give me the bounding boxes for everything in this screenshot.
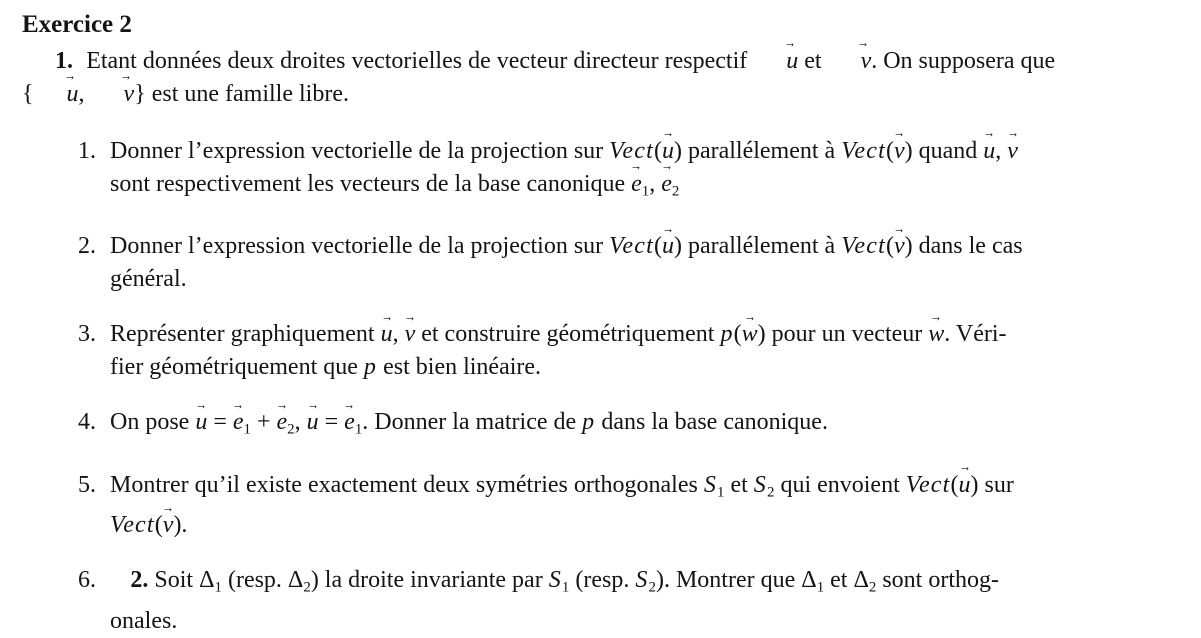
list-item — [78, 564, 1191, 637]
text-run: est bien linéaire. — [377, 354, 542, 381]
math-italic: p — [582, 409, 596, 436]
math-vector: w → — [742, 318, 758, 351]
text-run: , — [78, 81, 91, 107]
text-run: ( — [885, 138, 894, 164]
math-subscript: 2 — [287, 421, 295, 438]
item-text — [110, 469, 1191, 542]
text-run: . Donner la matrice de — [362, 409, 583, 436]
math-italic: Vect — [609, 138, 654, 164]
item-text — [110, 230, 1191, 296]
text-run: dans la base canonique. — [595, 409, 828, 436]
text-run: = — [207, 409, 233, 436]
math-italic: S — [703, 471, 718, 498]
text-run: (resp. Δ — [221, 567, 304, 594]
math-subscript: 1 — [717, 484, 725, 501]
math-vector: u → — [34, 78, 79, 111]
math-subscript: 1 — [561, 579, 570, 596]
math-vector: u → — [381, 318, 393, 351]
math-italic: S — [548, 567, 562, 594]
math-italic: Vect — [841, 233, 886, 260]
text-run: , — [995, 138, 1008, 164]
math-vector: e → — [233, 406, 244, 439]
text-run: ( — [733, 321, 742, 348]
text-run: sont respectivement les vecteurs de la base canonique — [110, 171, 632, 197]
text-run: . On supposera que — [871, 48, 1056, 74]
text-run: ) pour un vecteur — [757, 321, 929, 348]
math-italic: Vect — [110, 512, 155, 539]
text-run: Donner l’expression vectorielle de la projection sur — [110, 138, 610, 164]
item-text — [110, 318, 1191, 384]
text-run: ) la droite invariante par — [310, 567, 549, 594]
text-run: qui envoient — [774, 471, 906, 498]
math-vector: u → — [195, 406, 207, 439]
math-vector: v → — [894, 230, 905, 263]
math-italic: p — [720, 321, 734, 348]
text-run: = — [318, 409, 345, 436]
intro-paragraph — [22, 45, 1191, 111]
math-subscript: 1 — [641, 183, 650, 200]
math-subscript: 2 — [767, 484, 775, 501]
text-run: , — [294, 409, 307, 436]
item-text — [110, 564, 1191, 637]
text-run: Donner l’expression vectorielle de la projection sur — [110, 233, 610, 260]
item-number: 4. — [78, 409, 96, 436]
math-italic: Vect — [905, 471, 951, 498]
text-run: Montrer qu’il existe exactement deux symétries orthogonales — [110, 471, 704, 498]
item-number: 2. — [78, 233, 96, 260]
item-number: 6. — [78, 567, 96, 594]
math-italic: p — [363, 354, 378, 381]
text-run: ) quand — [904, 138, 984, 164]
text-run: ( — [950, 471, 959, 498]
math-vector: e → — [277, 406, 288, 439]
text-run: ( — [885, 233, 894, 260]
text-run: onales. — [110, 607, 178, 634]
math-vector: u → — [983, 135, 995, 168]
text-run: On pose — [110, 409, 196, 436]
math-vector: e → — [661, 168, 672, 201]
item-text — [110, 135, 1191, 208]
math-subscript: 1 — [816, 579, 825, 596]
math-subscript: 1 — [214, 579, 222, 596]
text-run: } est une famille libre. — [134, 81, 349, 107]
text-run: Soit Δ — [148, 567, 215, 594]
math-italic: Vect — [841, 138, 886, 164]
math-subscript: 2 — [868, 579, 877, 596]
text-run: ) sur — [970, 471, 1014, 498]
text-run: et — [724, 471, 754, 498]
bold-run: 1. — [55, 48, 73, 74]
math-subscript: 2 — [671, 183, 680, 200]
bold-run: 2. — [130, 567, 149, 594]
math-vector: u → — [662, 230, 674, 263]
math-subscript: 1 — [243, 421, 251, 438]
math-vector: v → — [894, 135, 905, 168]
text-run: ) dans le cas — [904, 233, 1023, 260]
math-vector: v → — [405, 318, 416, 351]
list-item — [78, 469, 1191, 542]
list-item — [78, 318, 1191, 384]
text-run: . Véri- — [944, 321, 1007, 348]
math-italic: S — [635, 567, 649, 594]
math-vector: u → — [959, 469, 971, 502]
question-list — [22, 135, 1191, 638]
math-italic: Vect — [609, 233, 654, 260]
text-run: général. — [110, 266, 187, 293]
text-run: ). — [173, 512, 188, 539]
exercise-heading: Exercice 2 — [22, 11, 132, 38]
text-run: et — [798, 48, 828, 74]
text-run: et Δ — [824, 567, 869, 594]
text-run: , — [649, 171, 662, 197]
text-run: (resp. — [569, 567, 636, 594]
text-run: fier géométriquement que — [110, 354, 364, 381]
math-subscript: 2 — [303, 579, 311, 596]
list-item — [78, 230, 1191, 296]
math-vector: u → — [753, 45, 798, 78]
list-item — [78, 406, 1191, 446]
text-run: ) parallélement à — [673, 233, 842, 260]
math-vector: v → — [828, 45, 872, 78]
item-number: 5. — [78, 471, 96, 498]
text-run: + — [250, 409, 277, 436]
text-run: et construire géométriquement — [415, 321, 721, 348]
math-vector: w → — [928, 318, 944, 351]
item-text — [110, 406, 1191, 446]
text-run: , — [392, 321, 405, 348]
math-vector: u → — [307, 406, 319, 439]
text-run: ). Montrer que Δ — [655, 567, 817, 594]
text-run: ( — [154, 512, 163, 539]
math-vector: v → — [1007, 135, 1018, 168]
text-run: sont orthog- — [876, 567, 1000, 594]
item-number: 3. — [78, 321, 96, 348]
math-subscript: 1 — [354, 421, 363, 438]
math-vector: v → — [91, 78, 135, 111]
text-run: ( — [653, 233, 662, 260]
text-run: ) parallélement à — [673, 138, 842, 164]
text-run: ( — [653, 138, 662, 164]
math-vector: v → — [163, 509, 174, 542]
math-vector: e → — [631, 168, 642, 201]
text-run: Représenter graphiquement — [110, 321, 381, 348]
math-vector: e → — [344, 406, 355, 439]
math-subscript: 2 — [648, 579, 656, 596]
math-italic: S — [753, 471, 767, 498]
item-number: 1. — [78, 138, 96, 164]
math-vector: u → — [662, 135, 674, 168]
text-run: { — [22, 81, 34, 107]
text-run: Etant données deux droites vectorielles de vecteur directeur respectif — [86, 48, 754, 74]
list-item — [78, 135, 1191, 208]
